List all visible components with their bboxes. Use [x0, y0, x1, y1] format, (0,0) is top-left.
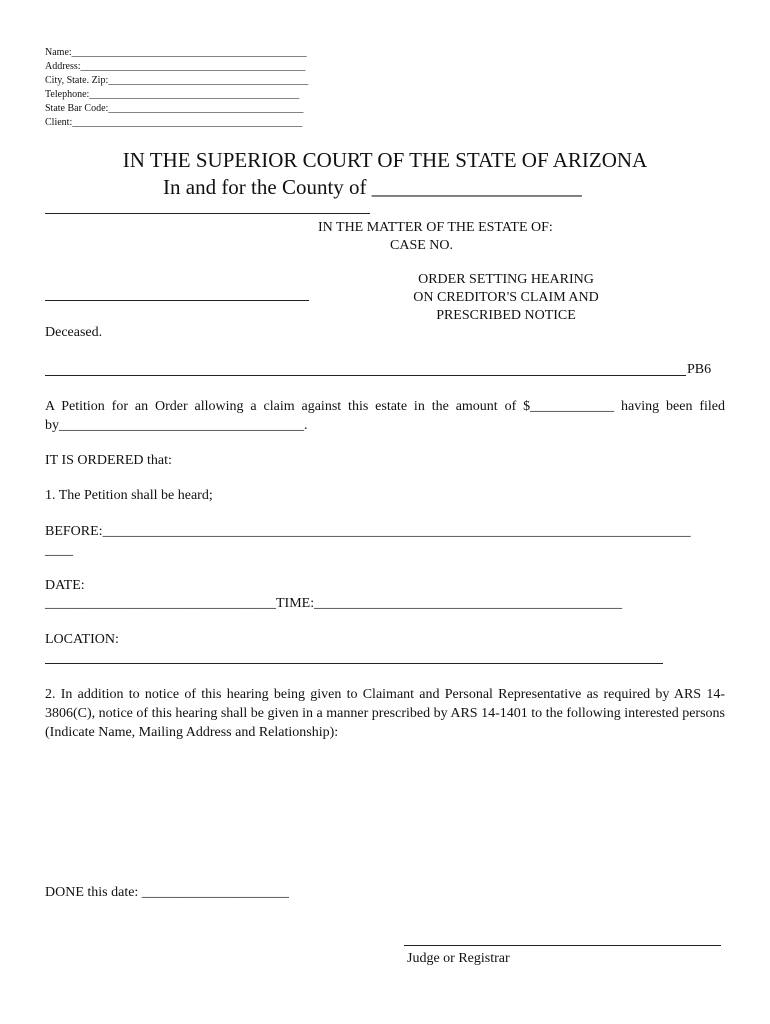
signature-label: Judge or Registrar: [407, 951, 510, 966]
date-label: DATE:: [45, 578, 85, 593]
order-title-line2: ON CREDITOR'S CLAIM AND: [413, 290, 599, 305]
case-number-label: CASE NO.: [390, 238, 454, 253]
caption-divider: [45, 375, 686, 376]
item-1-text: 1. The Petition shall be heard;: [45, 488, 213, 503]
signature-line: [404, 945, 721, 946]
order-title-line1: ORDER SETTING HEARING: [418, 272, 594, 287]
date-time-field: _________________________________TIME:____________________________________________: [45, 596, 623, 611]
done-date-field: DONE this date: _____________________: [45, 885, 289, 900]
court-title: IN THE SUPERIOR COURT OF THE STATE OF ARIZONA: [122, 148, 648, 172]
state-bar-field-label: State Bar Code:_______________________________________: [45, 103, 304, 114]
before-field: BEFORE:____________________________________________________________________________________: [45, 524, 691, 539]
petition-paragraph: A Petition for an Order allowing a claim against this estate in the amount of $____________ having been filed by___________________________________.: [45, 399, 725, 433]
ordered-heading: IT IS ORDERED that:: [45, 453, 172, 468]
decedent-name-line: [45, 300, 309, 301]
client-field-label: Client:______________________________________________: [45, 117, 303, 128]
location-line: [45, 663, 663, 664]
form-code: PB6: [687, 362, 712, 377]
matter-heading: IN THE MATTER OF THE ESTATE OF:: [318, 220, 553, 235]
deceased-label: Deceased.: [45, 325, 103, 340]
estate-name-line-top: [45, 213, 370, 214]
item-2-paragraph: 2. In addition to notice of this hearing being given to Claimant and Personal Representative as required by ARS 14-3806(C), notice of this hearing shall be given in a manner prescribed by ARS 14-1401 to the following interested persons (Indicate Name, Mailing Address and Relationship):: [45, 687, 725, 740]
county-line: In and for the County of ____________________: [163, 175, 582, 199]
order-title-line3: PRESCRIBED NOTICE: [436, 308, 576, 323]
location-label: LOCATION:: [45, 632, 119, 647]
name-field-label: Name:_______________________________________________: [45, 47, 307, 58]
telephone-field-label: Telephone:__________________________________________: [45, 89, 300, 100]
before-field-continued: ____: [45, 543, 73, 558]
city-field-label: City, State. Zip:________________________________________: [45, 75, 309, 86]
address-field-label: Address:_____________________________________________: [45, 61, 306, 72]
